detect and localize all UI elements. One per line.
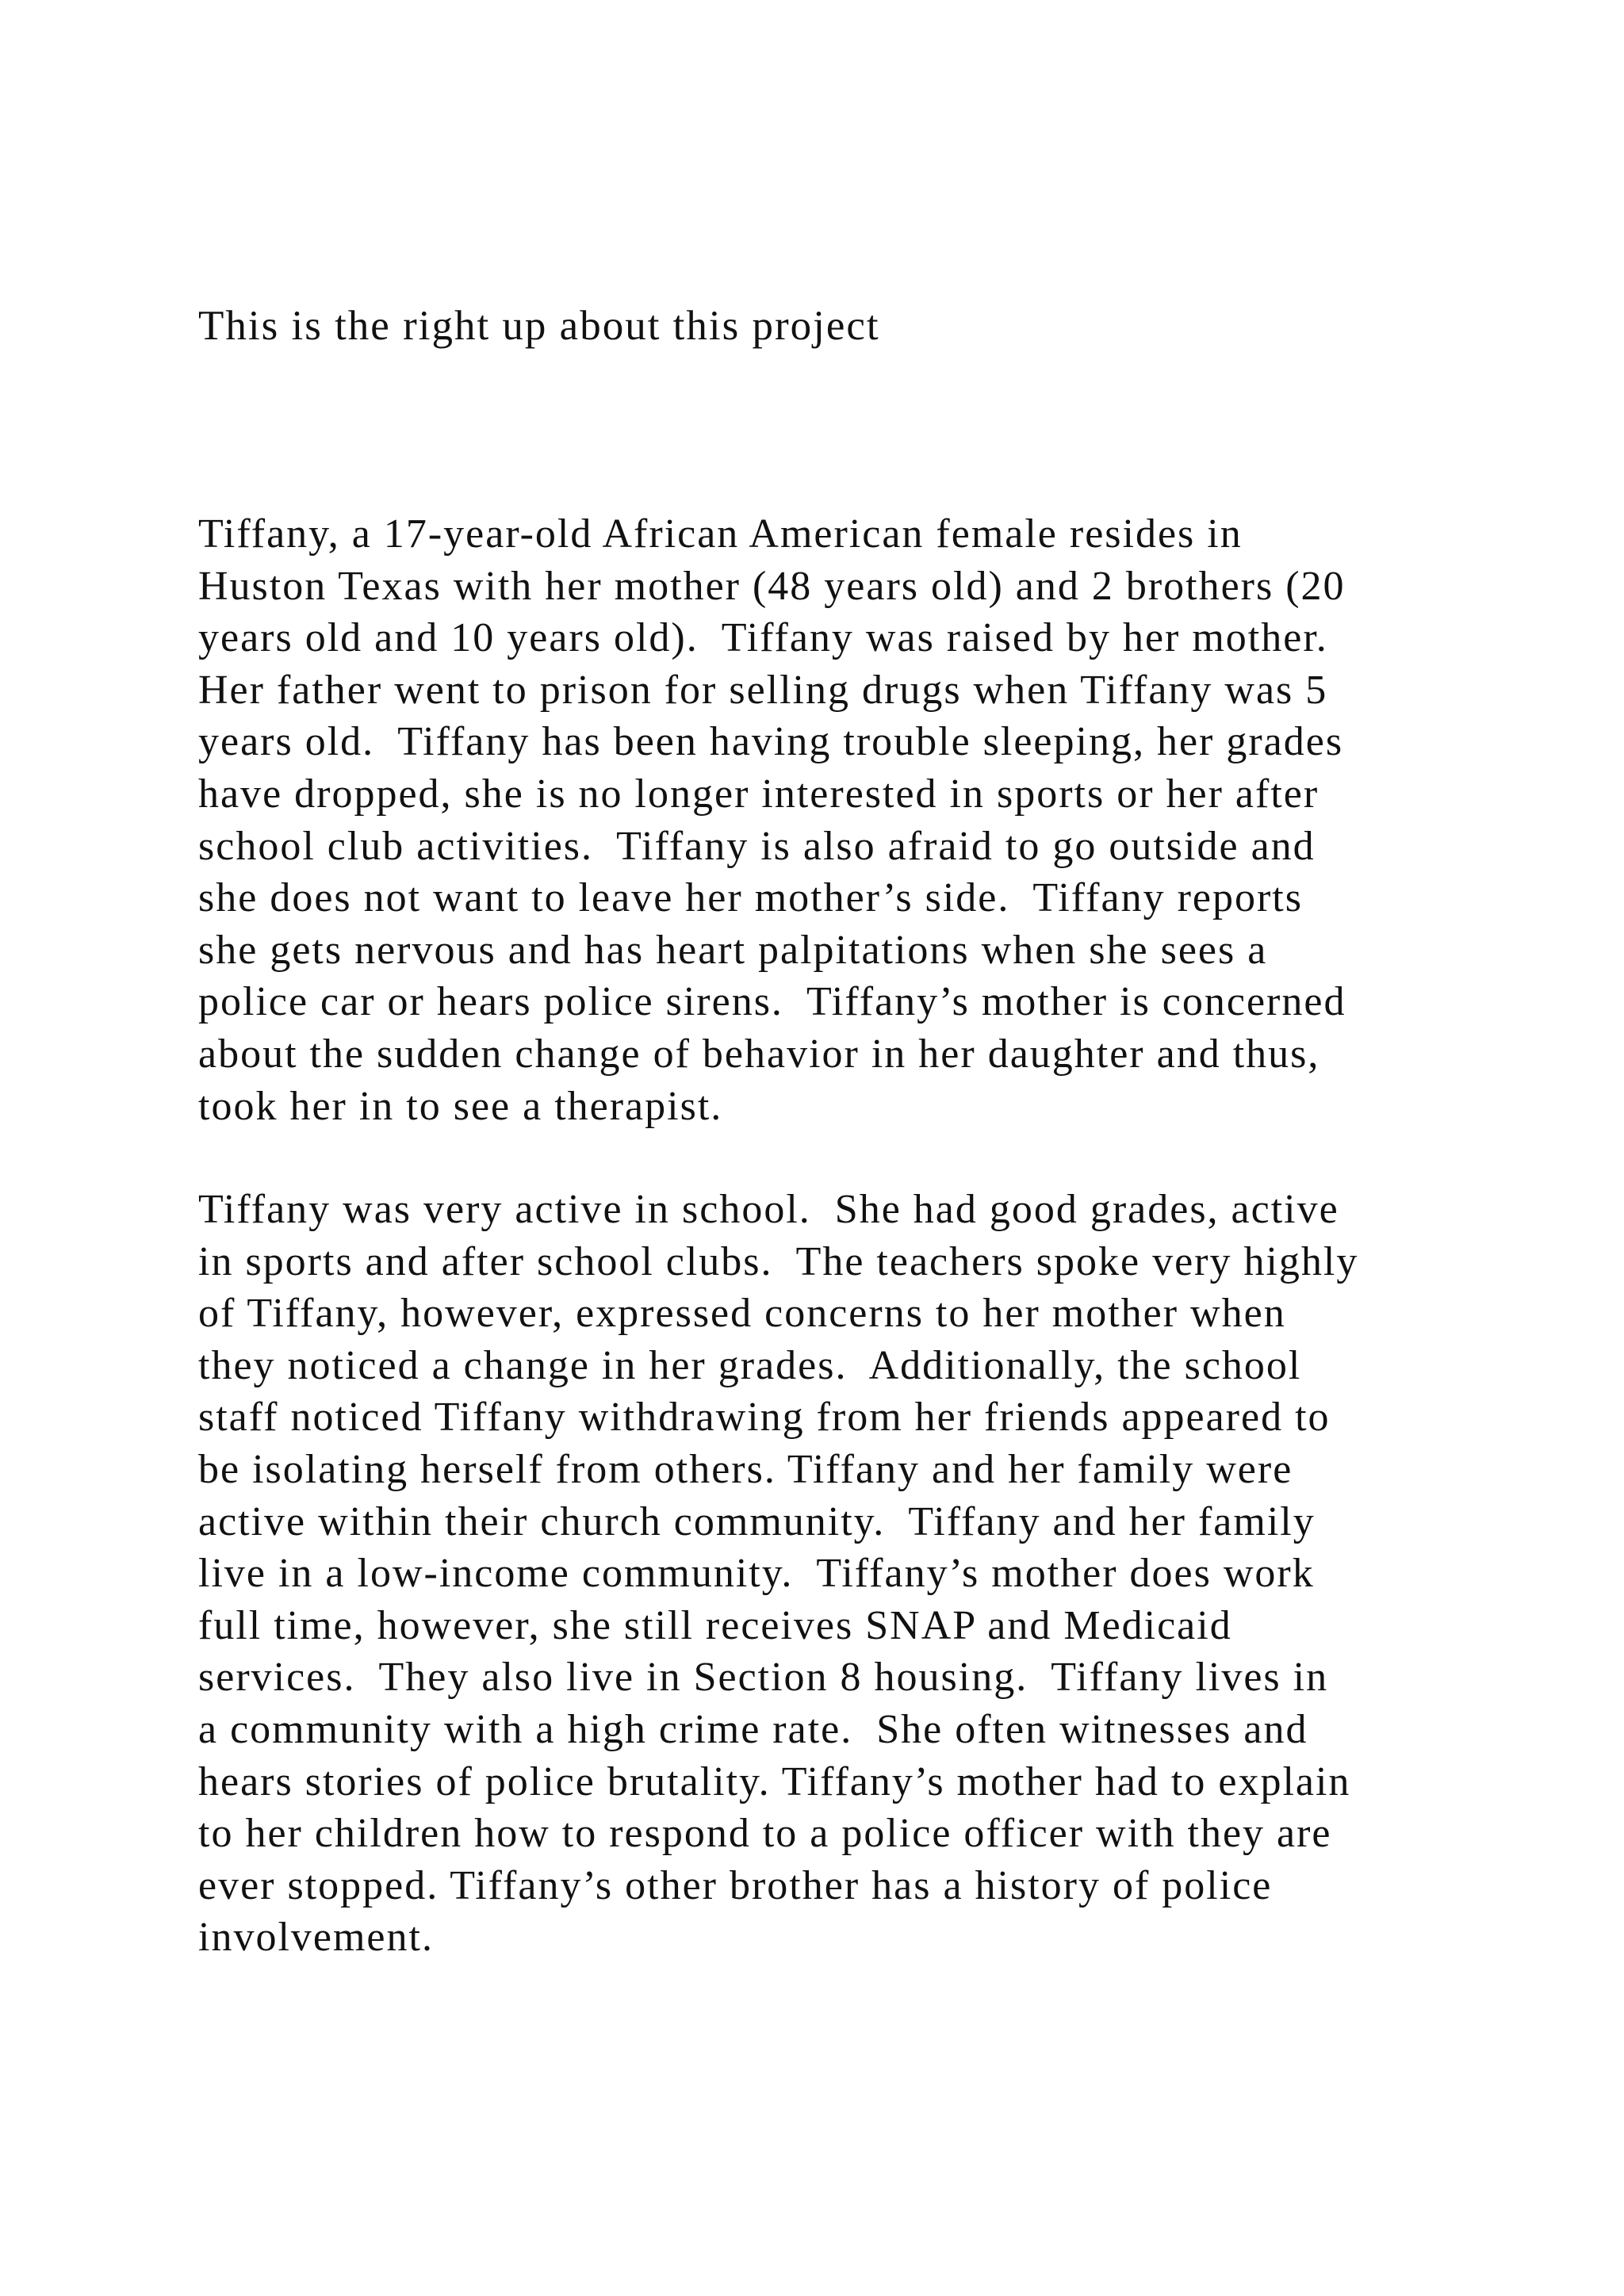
text-line: Huston Texas with her mother (48 years old) and 2 brothers (20 xyxy=(198,563,1346,609)
text-line: live in a low-income community. Tiffany’s mother does work xyxy=(198,1551,1315,1597)
paragraph-case-background xyxy=(198,508,1499,1132)
text-line: school club activities. Tiffany is also afraid to go outside and xyxy=(198,823,1316,869)
text-line: of Tiffany, however, expressed concerns to her mother when xyxy=(198,1291,1286,1337)
text-line: hears stories of police brutality. Tiffany’s mother had to explain xyxy=(198,1758,1351,1804)
text-line: a community with a high crime rate. She often witnesses and xyxy=(198,1706,1308,1752)
text-line: police car or hears police sirens. Tiffany’s mother is concerned xyxy=(198,979,1346,1025)
text-line: they noticed a change in her grades. Additionally, the school xyxy=(198,1342,1302,1388)
text-line: about the sudden change of behavior in her daughter and thus, xyxy=(198,1031,1320,1077)
text-line: in sports and after school clubs. The teachers spoke very highly xyxy=(198,1238,1359,1284)
text-line: took her in to see a therapist. xyxy=(198,1083,723,1129)
text-line: ever stopped. Tiffany’s other brother has a history of police xyxy=(198,1862,1273,1908)
text-line: be isolating herself from others. Tiffany and her family were xyxy=(198,1446,1293,1492)
text-line: Her father went to prison for selling drugs when Tiffany was 5 xyxy=(198,667,1328,713)
text-line: Tiffany was very active in school. She had good grades, active xyxy=(198,1187,1339,1232)
text-line: active within their church community. Tiffany and her family xyxy=(198,1498,1316,1544)
text-line: years old and 10 years old). Tiffany was raised by her mother. xyxy=(198,615,1328,661)
text-line: involvement. xyxy=(198,1915,434,1961)
text-line: she gets nervous and has heart palpitations when she sees a xyxy=(198,927,1268,973)
text-line: staff noticed Tiffany withdrawing from her friends appeared to xyxy=(198,1395,1331,1441)
text-line: she does not want to leave her mother’s side. Tiffany reports xyxy=(198,875,1303,921)
paragraph-school-and-community xyxy=(198,1184,1499,1964)
text-line: have dropped, she is no longer interested in sports or her after xyxy=(198,771,1320,817)
text-line: to her children how to respond to a police officer with they are xyxy=(198,1811,1332,1857)
text-line: full time, however, she still receives SNAP and Medicaid xyxy=(198,1602,1232,1648)
document-heading: This is the right up about this project xyxy=(198,303,880,349)
text-line: services. They also live in Section 8 housing. Tiffany lives in xyxy=(198,1655,1329,1701)
text-line: years old. Tiffany has been having trouble sleeping, her grades xyxy=(198,719,1344,765)
text-line: Tiffany, a 17-year-old African American female resides in xyxy=(198,511,1243,557)
